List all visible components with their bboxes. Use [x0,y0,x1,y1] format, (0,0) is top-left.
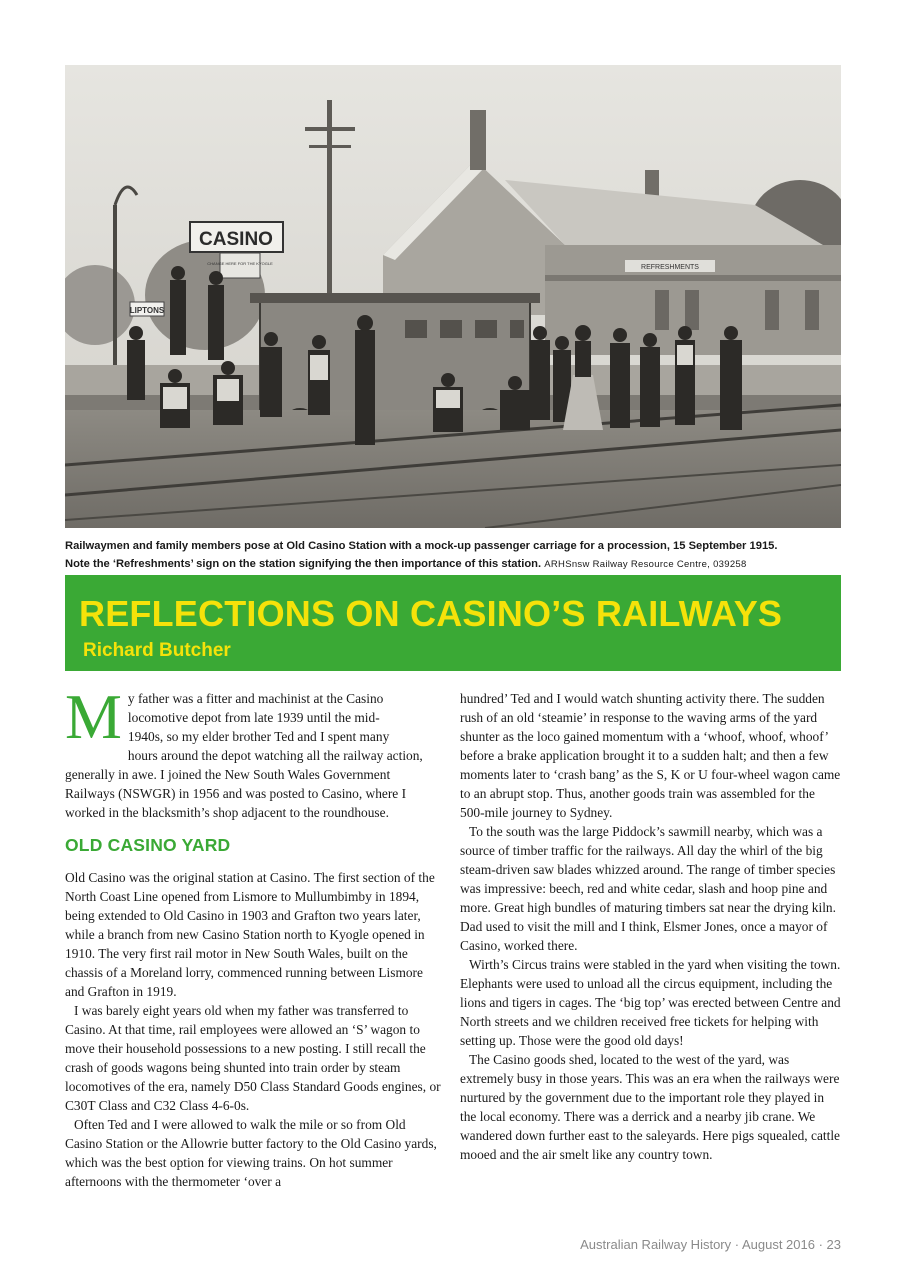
left-column [65,681,443,1191]
section-heading: OLD CASINO YARD [65,835,231,855]
body-paragraph: Often Ted and I were allowed to walk the mile or so from Old Casino Station or the Allowrie butter factory to the Old Casino yards, which was the best option for viewing trains. On hot summer afternoons with the thermometer ‘over a [65,1117,437,1189]
intro-line-2: locomotive depot from late 1939 until the mid- [127,710,380,725]
intro-line-1: y father was a fitter and machinist at the Casino [127,691,384,706]
drop-cap: M [65,681,122,752]
intro-paragraph [65,681,443,822]
liptons-sign: LIPTONS [129,306,165,315]
intro-line-3: 1940s, so my elder brother Ted and I spent many [127,729,390,744]
historic-photo [65,65,841,528]
body-paragraph: hundred’ Ted and I would watch shunting activity there. The sudden rush of an old ‘steamie’ in response to the waving arms of the yard shunter as the loco gained momentum with a ‘whoof, whoof, whoof’ before a brake application brought it to a sudden halt; and then a few moments later to ‘crash bang’ as the S, K or U four-wheel wagon came to an abrupt stop. Thus, another goods train was assembled for the 500-mile journey to Sydney. [460,691,841,820]
article-author: Richard Butcher [83,640,231,661]
change-sign: CHANGE HERE FOR THE KYOGLE [207,261,273,266]
caption-line-2 [65,555,845,574]
refreshments-sign: REFRESHMENTS [641,264,699,271]
body-paragraph: To the south was the large Piddock’s sawmill nearby, which was a source of timber traffic for the railways. All day the whirl of the big steam-driven saw blades whizzed around. The range of timber species was impressive: beech, red and white cedar, slash and hoop pine and more. Great high bundles of maturing timbers sat near the drying kiln. Dad used to visit the mill and I think, Elsmer Jones, once a mayor of Casino, worked there. [460,824,836,953]
intro-rest: hours around the depot watching all the railway action, generally in awe. I joined the New South Wales Government Railways (NSWGR) in 1956 and was posted to Casino, where I worked in the blacksmith’s shop adjacent to the roundhouse. [65,748,423,820]
right-column [460,689,841,1164]
body-paragraph: Old Casino was the original station at Casino. The first section of the North Coast Line opened from Lismore to Mullumbimby in 1894, being extended to Old Casino in 1903 and Grafton two years later, while a branch from new Casino Station north to Kyogle opened in 1910. The very first rail motor in New South Wales, built on the chassis of a Moreland lorry, commenced running between Lismore and Grafton in 1919. [65,870,435,999]
caption-line-1: Railwaymen and family members pose at Old Casino Station with a mock-up passenger carriage for a procession, 15 September 1915. [65,540,778,552]
body-paragraph: The Casino goods shed, located to the west of the yard, was extremely busy in those years. This was an era when the railways were nurtured by the government due to the important role they played in the local economy. There was a derrick and a nearby jib crane. We wandered down further east to the saleyards. Here pigs squealed, cattle mooed and the air smelt like any country town. [460,1052,840,1162]
photo-caption [65,537,845,574]
article-title-banner [65,575,841,671]
body-paragraph: Wirth’s Circus trains were stabled in the yard when visiting the town. Elephants were used to unload all the circus equipment, including the lions and tigers in cages. The ‘big top’ was erected between Centre and North streets and we children received free tickets for helping with setting up. Those were the good old days! [460,957,841,1048]
body-paragraph: I was barely eight years old when my father was transferred to Casino. At that time, rail employees were allowed an ‘S’ wagon to move their household possessions to a new posting. I still recall the crash of goods wagons being shunted into train order by steam locomotives of the era, namely D50 Class Standard Goods engines, or C30T Class and C32 Class 4-6-0s. [65,1003,441,1113]
station-photo-illustration [65,65,841,528]
caption-line-2-text: Note the ‘Refreshments’ sign on the station signifying the then importance of this station. [65,558,542,570]
page-footer: Australian Railway History · August 2016 · 23 [580,1237,841,1252]
photo-credit: ARHSnsw Railway Resource Centre, 039258 [544,559,747,570]
casino-sign: CASINO [199,229,273,250]
article-title: REFLECTIONS ON CASINO’S RAILWAYS [79,593,783,634]
